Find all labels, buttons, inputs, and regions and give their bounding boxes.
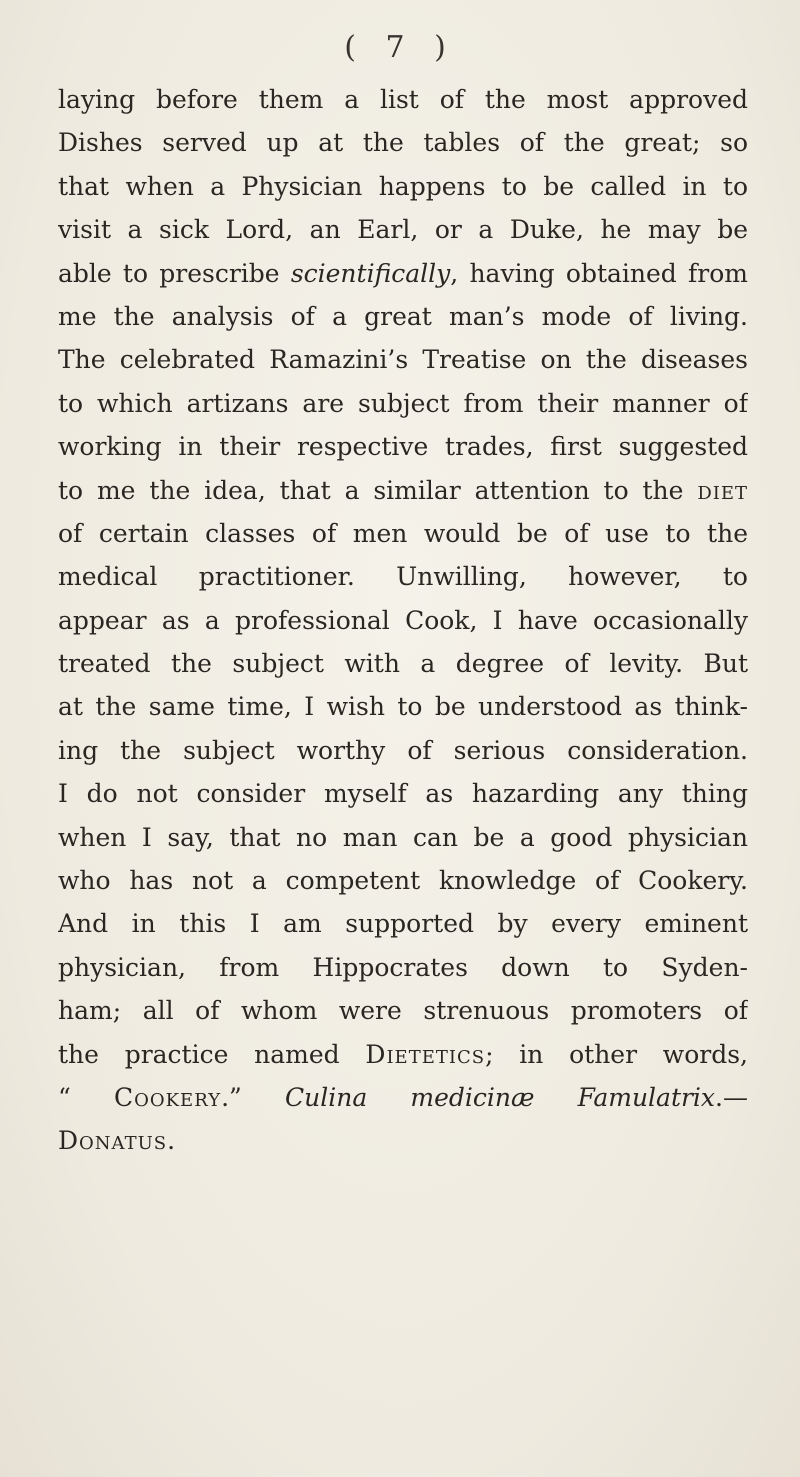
text-line: [58, 78, 748, 121]
text-run: of certain classes of men would be of use to the: [58, 518, 748, 548]
text-run: to which artizans are subject from their manner of: [58, 388, 748, 418]
text-run: .”: [221, 1082, 285, 1112]
smallcaps-run: Donatus: [58, 1126, 168, 1156]
smallcaps-run: Cookery: [113, 1082, 222, 1112]
text-line: [58, 772, 748, 815]
smallcaps-run: Dietetics: [365, 1039, 486, 1069]
text-run: to me the idea, that a similar attention to the: [58, 475, 698, 505]
text-line: [58, 1033, 748, 1076]
text-run: .: [167, 1126, 176, 1156]
text-run: ing the subject worthy of serious consideration.: [58, 735, 748, 765]
text-line: [58, 599, 748, 642]
text-run: And in this I am supported by every eminent: [58, 909, 748, 939]
text-run: me the analysis of a great man’s mode of living.: [58, 301, 748, 331]
text-line: [58, 252, 748, 295]
text-run: visit a sick Lord, an Earl, or a Duke, he may be: [58, 215, 748, 245]
text-run: .—: [715, 1082, 748, 1112]
text-line: [58, 295, 748, 338]
text-run: appear as a professional Cook, I have occasionally: [58, 605, 748, 635]
italic-run: scientifically: [290, 258, 451, 288]
text-line: [58, 685, 748, 728]
text-line: [58, 165, 748, 208]
text-line: [58, 859, 748, 902]
body-text: [58, 78, 748, 1163]
text-run: when I say, that no man can be a good physician: [58, 822, 748, 852]
text-run: “: [58, 1082, 114, 1112]
text-run: able to prescribe: [58, 258, 291, 288]
text-line: [58, 946, 748, 989]
text-line: [58, 1076, 748, 1119]
italic-run: Culina medicinæ Famulatrix: [285, 1082, 716, 1112]
text-run: who has not a competent knowledge of Cookery.: [58, 866, 748, 896]
text-line: [58, 989, 748, 1032]
text-run: , having obtained from: [450, 258, 748, 288]
text-line: [58, 555, 748, 598]
text-line: [58, 902, 748, 945]
text-run: Dishes served up at the tables of the great; so: [58, 128, 748, 158]
text-line: [58, 121, 748, 164]
text-line: [58, 729, 748, 772]
text-run: that when a Physician happens to be called in to: [58, 171, 748, 201]
text-run: working in their respective trades, first suggested: [58, 432, 748, 462]
text-line: [58, 208, 748, 251]
text-run: I do not consider myself as hazarding any thing: [58, 779, 748, 809]
text-run: the practice named: [58, 1039, 366, 1069]
text-line: [58, 816, 748, 859]
text-line: [58, 425, 748, 468]
text-line: [58, 469, 748, 512]
text-run: physician, from Hippocrates down to Syden-: [58, 952, 748, 982]
text-run: ; in other words,: [485, 1039, 748, 1069]
text-line: [58, 512, 748, 555]
text-run: ham; all of whom were strenuous promoters of: [58, 996, 748, 1026]
text-line: [58, 338, 748, 381]
text-run: medical practitioner. Unwilling, however, to: [58, 562, 748, 592]
text-line: [58, 642, 748, 685]
smallcaps-run: diet: [697, 475, 748, 505]
text-run: at the same time, I wish to be understood as think-: [58, 692, 748, 722]
text-run: laying before them a list of the most approved: [58, 85, 748, 114]
text-line: [58, 382, 748, 425]
page-number: ( 7 ): [344, 30, 456, 65]
text-line: [58, 1119, 748, 1162]
text-run: treated the subject with a degree of levity. But: [58, 649, 748, 679]
text-run: The celebrated Ramazini’s Treatise on the diseases: [58, 345, 748, 375]
